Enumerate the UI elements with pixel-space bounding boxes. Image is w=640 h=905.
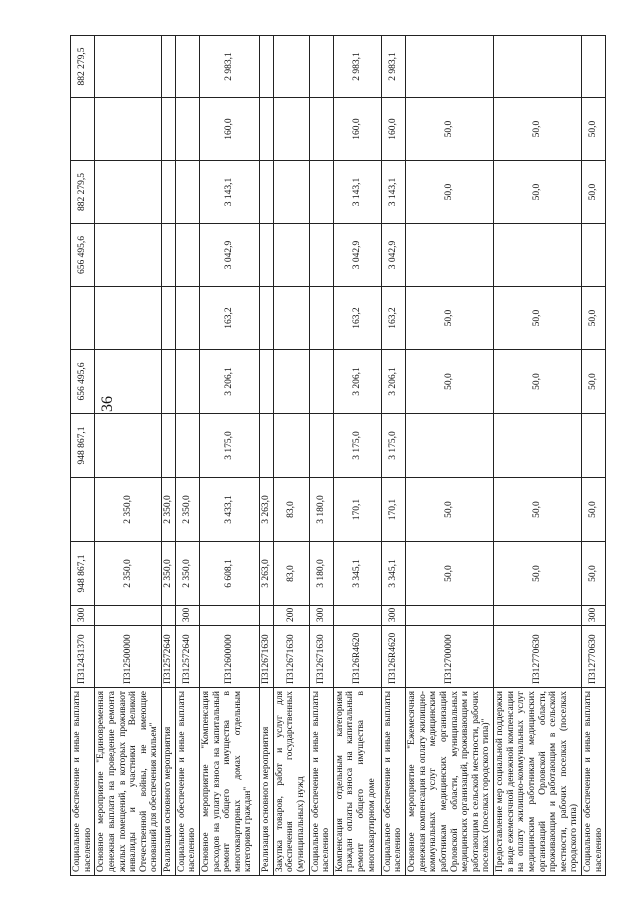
value-cell: 3 042,9: [381, 224, 405, 287]
value-cell: [95, 414, 162, 478]
value-cell: 50,0: [582, 98, 606, 161]
value-cell: 50,0: [406, 161, 494, 224]
expense-type-cell: 300: [381, 606, 405, 626]
value-cell: 2 983,1: [199, 36, 259, 98]
code-cell: П312671630: [273, 626, 309, 688]
value-cell: [494, 36, 582, 98]
value-cell: 50,0: [582, 542, 606, 606]
value-cell: 50,0: [406, 287, 494, 350]
value-cell: [406, 224, 494, 287]
value-cell: [175, 224, 199, 287]
value-cell: 3 143,1: [333, 161, 381, 224]
value-cell: 6 608,1: [199, 542, 259, 606]
budget-table: [70, 35, 606, 876]
value-cell: 3 042,9: [199, 224, 259, 287]
row-name-cell: Основное мероприятие "Ежемесячная денежная компенсация на оплату жилищно-коммунальных услуг медицинским работникам медицинских организаций Орловской области, муниципальных медицинских организаций, проживающим и работающим в сельской местности, рабочих поселках (поселках городского типа)": [406, 688, 494, 876]
value-cell: [273, 98, 309, 161]
value-cell: 50,0: [582, 161, 606, 224]
value-cell: [259, 224, 273, 287]
value-cell: 163,2: [333, 287, 381, 350]
table-row: [333, 36, 381, 876]
expense-type-cell: 200: [273, 606, 309, 626]
value-cell: 2 350,0: [162, 542, 176, 606]
code-cell: П312671630: [309, 626, 333, 688]
value-cell: [175, 98, 199, 161]
value-cell: 3 042,9: [333, 224, 381, 287]
value-cell: [259, 98, 273, 161]
code-cell: П3126R4620: [333, 626, 381, 688]
table-row: [381, 36, 405, 876]
row-name-cell: Социальное обеспечение и иные выплаты населению: [381, 688, 405, 876]
value-cell: [259, 350, 273, 414]
value-cell: [71, 98, 95, 161]
table-row: [582, 36, 606, 876]
value-cell: [259, 287, 273, 350]
value-cell: [494, 224, 582, 287]
value-cell: [175, 36, 199, 98]
page-number: 36: [99, 396, 116, 412]
value-cell: 83,0: [273, 478, 309, 542]
value-cell: 50,0: [494, 542, 582, 606]
value-cell: 3 175,0: [381, 414, 405, 478]
value-cell: 50,0: [494, 287, 582, 350]
value-cell: [162, 98, 176, 161]
value-cell: [309, 224, 333, 287]
value-cell: 160,0: [381, 98, 405, 161]
value-cell: [259, 414, 273, 478]
rotated-table-wrapper: [70, 36, 604, 876]
value-cell: 3 206,1: [381, 350, 405, 414]
value-cell: [175, 414, 199, 478]
value-cell: [175, 161, 199, 224]
value-cell: 2 350,0: [95, 542, 162, 606]
value-cell: 3 180,0: [309, 542, 333, 606]
value-cell: [273, 287, 309, 350]
code-cell: П312431370: [71, 626, 95, 688]
expense-type-cell: 300: [175, 606, 199, 626]
expense-type-cell: [259, 606, 273, 626]
value-cell: [162, 36, 176, 98]
value-cell: [95, 161, 162, 224]
value-cell: [175, 350, 199, 414]
value-cell: 948 867,1: [71, 542, 95, 606]
value-cell: 2 983,1: [381, 36, 405, 98]
value-cell: [309, 350, 333, 414]
table-row: [175, 36, 199, 876]
row-name-cell: Социальное обеспечение и иные выплаты населению: [175, 688, 199, 876]
value-cell: 656 495,6: [71, 350, 95, 414]
expense-type-cell: [333, 606, 381, 626]
code-cell: П312572640: [162, 626, 176, 688]
value-cell: 3 206,1: [333, 350, 381, 414]
row-name-cell: Основное мероприятие "Компенсация расходов на уплату взноса на капитальный ремонт общего имущества в многоквартирных домах отдельным категориям граждан": [199, 688, 259, 876]
code-cell: П3126R4620: [381, 626, 405, 688]
value-cell: 50,0: [582, 350, 606, 414]
value-cell: [95, 287, 162, 350]
code-cell: П312500000: [95, 626, 162, 688]
value-cell: [582, 414, 606, 478]
value-cell: [309, 287, 333, 350]
row-name-cell: Реализация основного мероприятия: [162, 688, 176, 876]
value-cell: 50,0: [406, 478, 494, 542]
value-cell: [95, 98, 162, 161]
value-cell: 882 279,5: [71, 36, 95, 98]
value-cell: [162, 287, 176, 350]
value-cell: [95, 36, 162, 98]
value-cell: 50,0: [406, 542, 494, 606]
code-cell: П312700000: [406, 626, 494, 688]
value-cell: 2 350,0: [95, 478, 162, 542]
value-cell: [309, 36, 333, 98]
value-cell: 3 345,1: [333, 542, 381, 606]
table-body: [71, 36, 606, 876]
value-cell: [273, 161, 309, 224]
table-row: [95, 36, 162, 876]
row-name-cell: Компенсация отдельным категориям граждан оплаты взноса на капитальный ремонт общего имущества в многоквартирном доме: [333, 688, 381, 876]
value-cell: 170,1: [333, 478, 381, 542]
value-cell: 3 175,0: [199, 414, 259, 478]
value-cell: 3 180,0: [309, 478, 333, 542]
value-cell: 3 263,0: [259, 542, 273, 606]
table-row: [309, 36, 333, 876]
value-cell: 163,2: [199, 287, 259, 350]
value-cell: [95, 224, 162, 287]
value-cell: 3 206,1: [199, 350, 259, 414]
value-cell: 656 495,6: [71, 224, 95, 287]
row-name-cell: Реализация основного мероприятия: [259, 688, 273, 876]
expense-type-cell: 300: [71, 606, 95, 626]
value-cell: [582, 36, 606, 98]
table-row: [494, 36, 582, 876]
table-row: [259, 36, 273, 876]
value-cell: [582, 224, 606, 287]
value-cell: 2 983,1: [333, 36, 381, 98]
expense-type-cell: [199, 606, 259, 626]
value-cell: 50,0: [582, 287, 606, 350]
value-cell: [406, 414, 494, 478]
value-cell: 160,0: [199, 98, 259, 161]
value-cell: [162, 161, 176, 224]
value-cell: [273, 350, 309, 414]
table-row: [71, 36, 95, 876]
expense-type-cell: [494, 606, 582, 626]
code-cell: П312770630: [582, 626, 606, 688]
value-cell: [259, 36, 273, 98]
value-cell: [71, 287, 95, 350]
code-cell: П312770630: [494, 626, 582, 688]
value-cell: 50,0: [494, 350, 582, 414]
value-cell: [71, 478, 95, 542]
value-cell: 50,0: [494, 161, 582, 224]
row-name-cell: Закупка товаров, работ и услуг для обеспечения государственных (муниципальных) нужд: [273, 688, 309, 876]
value-cell: [309, 161, 333, 224]
value-cell: 3 175,0: [333, 414, 381, 478]
value-cell: 50,0: [406, 98, 494, 161]
expense-type-cell: [95, 606, 162, 626]
code-cell: П312600000: [199, 626, 259, 688]
code-cell: П312671630: [259, 626, 273, 688]
value-cell: [259, 161, 273, 224]
value-cell: 50,0: [406, 350, 494, 414]
value-cell: [309, 414, 333, 478]
expense-type-cell: 300: [582, 606, 606, 626]
value-cell: [162, 414, 176, 478]
value-cell: 163,2: [381, 287, 405, 350]
value-cell: [309, 98, 333, 161]
value-cell: [273, 36, 309, 98]
row-name-cell: Социальное обеспечение и иные выплаты населению: [71, 688, 95, 876]
value-cell: 3 433,1: [199, 478, 259, 542]
table-row: [406, 36, 494, 876]
row-name-cell: Предоставление мер социальной поддержки в виде ежемесячной денежной компенсации на оплату жилищно-коммунальных услуг медицинским работникам медицинских организаций Орловской области, проживающим и работающим в сельской местности, рабочих поселках (поселках городского типа): [494, 688, 582, 876]
table-row: [162, 36, 176, 876]
value-cell: 50,0: [494, 478, 582, 542]
row-name-cell: Основное мероприятие "Единовременная денежная выплата на проведение ремонта жилых помещений, в которых проживают инвалиды и участники Великой Отечественной войны, не имеющие оснований для обеспечения жильем": [95, 688, 162, 876]
value-cell: 50,0: [494, 98, 582, 161]
value-cell: 3 345,1: [381, 542, 405, 606]
value-cell: 50,0: [582, 478, 606, 542]
value-cell: 160,0: [333, 98, 381, 161]
expense-type-cell: [406, 606, 494, 626]
value-cell: 170,1: [381, 478, 405, 542]
value-cell: [406, 36, 494, 98]
value-cell: [162, 224, 176, 287]
value-cell: 83,0: [273, 542, 309, 606]
value-cell: [95, 350, 162, 414]
expense-type-cell: 300: [309, 606, 333, 626]
value-cell: 2 350,0: [162, 478, 176, 542]
table-row: [273, 36, 309, 876]
value-cell: [494, 414, 582, 478]
value-cell: 3 263,0: [259, 478, 273, 542]
table-row: [199, 36, 259, 876]
code-cell: П312572640: [175, 626, 199, 688]
row-name-cell: Социальное обеспечение и иные выплаты населению: [582, 688, 606, 876]
value-cell: 2 350,0: [175, 478, 199, 542]
value-cell: [273, 224, 309, 287]
row-name-cell: Социальное обеспечение и иные выплаты населению: [309, 688, 333, 876]
value-cell: 2 350,0: [175, 542, 199, 606]
value-cell: 882 279,5: [71, 161, 95, 224]
value-cell: 3 143,1: [199, 161, 259, 224]
value-cell: [175, 287, 199, 350]
value-cell: 948 867,1: [71, 414, 95, 478]
value-cell: [273, 414, 309, 478]
value-cell: [162, 350, 176, 414]
expense-type-cell: [162, 606, 176, 626]
value-cell: 3 143,1: [381, 161, 405, 224]
